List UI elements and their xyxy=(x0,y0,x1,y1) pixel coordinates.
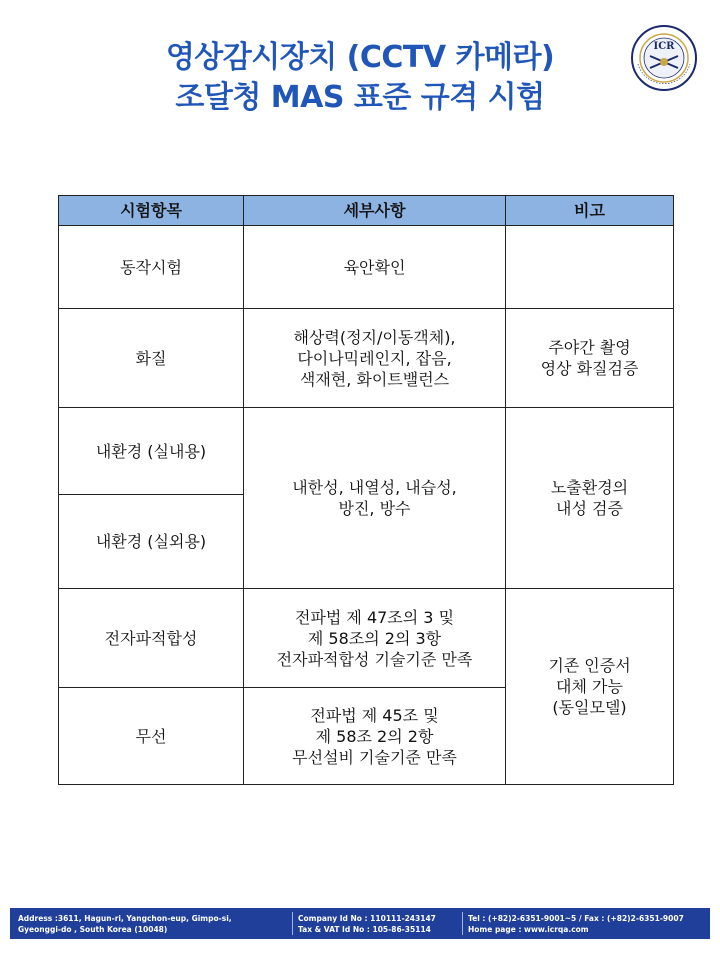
footer-address xyxy=(18,913,232,935)
icr-logo xyxy=(630,24,698,92)
header-test-item: 시험항목 xyxy=(59,196,244,226)
detail-line: 내한성, 내열성, 내습성, xyxy=(292,478,457,497)
item-emc: 전자파적합성 xyxy=(59,589,244,688)
detail-environment xyxy=(244,408,506,589)
note-certificate xyxy=(506,589,674,785)
item-env-indoor: 내환경 (실내용) xyxy=(59,408,244,495)
note-line: 노출환경의 xyxy=(550,478,629,497)
note-line: 내성 검증 xyxy=(556,499,623,518)
detail-line: 전파법 제 45조 및 xyxy=(310,705,439,725)
detail-wireless xyxy=(244,688,506,785)
detail-line: 제 58조 2의 2항 xyxy=(315,726,434,746)
footer-company xyxy=(298,913,436,935)
header-remarks: 비고 xyxy=(506,196,674,226)
detail-visual-check: 육안확인 xyxy=(244,226,506,309)
table-header-row xyxy=(59,196,674,226)
table-row xyxy=(59,309,674,408)
table-row xyxy=(59,408,674,495)
item-image-quality: 화질 xyxy=(59,309,244,408)
footer-company-line: Company Id No : 110111-243147 xyxy=(298,914,436,923)
detail-line: 방진, 방수 xyxy=(338,499,411,518)
detail-line: 전파법 제 47조의 3 및 xyxy=(294,607,455,627)
detail-line: 제 58조의 2의 3항 xyxy=(307,628,442,648)
footer-contact-line: Home page : www.icrqa.com xyxy=(468,925,589,934)
page-title xyxy=(0,38,720,118)
footer-contact-line: Tel : (+82)2-6351-9001~5 / Fax : (+82)2-6351-9007 xyxy=(468,914,684,923)
note-empty xyxy=(506,226,674,309)
detail-line: 색재현, 화이트밸런스 xyxy=(299,369,450,389)
title-line-1: 영상감시장치 (CCTV 카메라) xyxy=(165,40,555,75)
detail-line: 무선설비 기술기준 만족 xyxy=(292,747,457,767)
footer-bar xyxy=(10,908,710,939)
title-line-2: 조달청 MAS 표준 규격 시험 xyxy=(175,80,545,115)
detail-image-quality xyxy=(244,309,506,408)
detail-line: 해상력(정지/이동객체), xyxy=(293,327,456,347)
item-wireless: 무선 xyxy=(59,688,244,785)
table-row xyxy=(59,589,674,688)
test-spec-table xyxy=(58,195,674,785)
footer-address-line: Address :3611, Hagun-ri, Yangchon-eup, Gimpo-si, xyxy=(18,914,232,923)
header-details: 세부사항 xyxy=(244,196,506,226)
logo-text: ICR xyxy=(653,41,675,52)
note-environment xyxy=(506,408,674,589)
note-line: 주야간 촬영 xyxy=(548,338,631,357)
detail-line: 다이나믹레인지, 잡음, xyxy=(297,348,452,368)
detail-emc xyxy=(244,589,506,688)
footer-contact xyxy=(468,913,684,935)
footer-divider xyxy=(292,912,293,935)
footer-company-line: Tax & VAT Id No : 105-86-35114 xyxy=(298,925,431,934)
footer-address-line: Gyeonggi-do , South Korea (10048) xyxy=(18,925,168,934)
note-line: 기존 인증서 xyxy=(548,656,631,675)
table-row xyxy=(59,226,674,309)
detail-line: 전자파적합성 기술기준 만족 xyxy=(276,649,473,669)
note-image-quality xyxy=(506,309,674,408)
note-line: 대체 가능 xyxy=(556,677,623,696)
item-env-outdoor: 내환경 (실외용) xyxy=(59,495,244,589)
item-operation-test: 동작시험 xyxy=(59,226,244,309)
note-line: 영상 화질검증 xyxy=(540,359,639,378)
footer-divider xyxy=(462,912,463,935)
note-line: (동일모델) xyxy=(552,698,627,717)
